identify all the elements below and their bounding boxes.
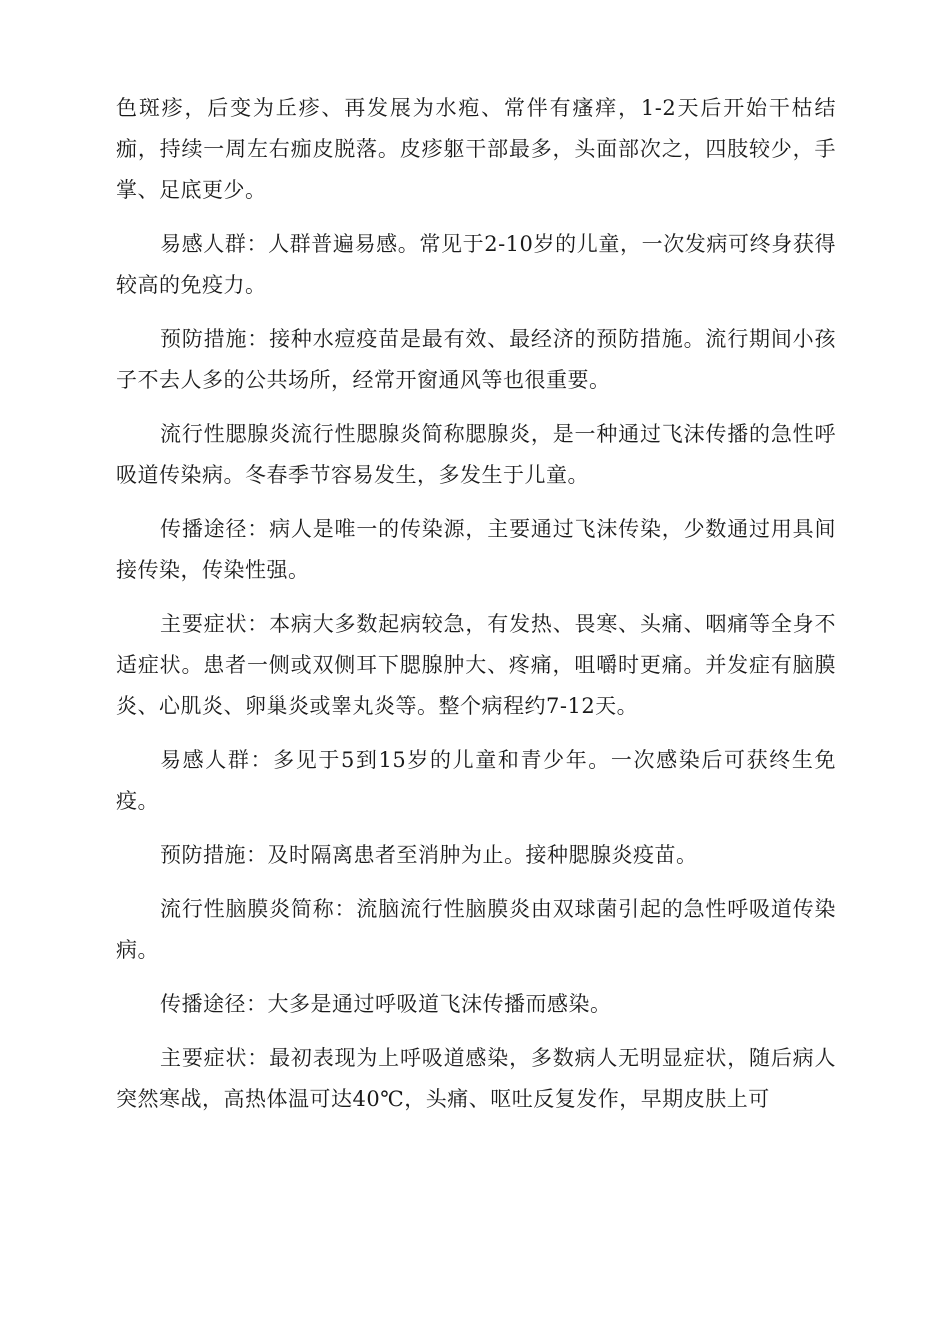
paragraph-6: 主要症状：本病大多数起病较急，有发热、畏寒、头痛、咽痛等全身不适症状。患者一侧或双侧耳下腮腺肿大、疼痛，咀嚼时更痛。并发症有脑膜炎、心肌炎、卵巢炎或睾丸炎等。整个病程约7-12天。 — [116, 612, 836, 718]
paragraph-9: 流行性脑膜炎简称：流脑流行性脑膜炎由双球菌引起的急性呼吸道传染病。 — [116, 897, 836, 962]
paragraph-1: 色斑疹，后变为丘疹、再发展为水疱、常伴有瘙痒，1-2天后开始干枯结痂，持续一周左右痂皮脱落。皮疹躯干部最多，头面部次之，四肢较少，手掌、足底更少。 — [116, 96, 836, 202]
paragraph-4: 流行性腮腺炎流行性腮腺炎简称腮腺炎，是一种通过飞沫传播的急性呼吸道传染病。冬春季节容易发生，多发生于儿童。 — [116, 422, 836, 487]
paragraph-2: 易感人群：人群普遍易感。常见于2-10岁的儿童，一次发病可终身获得较高的免疫力。 — [116, 232, 836, 297]
paragraph-10: 传播途径：大多是通过呼吸道飞沫传播而感染。 — [160, 992, 612, 1016]
paragraph-8: 预防措施：及时隔离患者至消肿为止。接种腮腺炎疫苗。 — [160, 843, 698, 867]
paragraph-7: 易感人群：多见于5到15岁的儿童和青少年。一次感染后可获终生免疫。 — [116, 748, 836, 813]
paragraph-3: 预防措施：接种水痘疫苗是最有效、最经济的预防措施。流行期间小孩子不去人多的公共场所，经常开窗通风等也很重要。 — [116, 327, 836, 392]
paragraph-5: 传播途径：病人是唯一的传染源，主要通过飞沫传染，少数通过用具间接传染，传染性强。 — [116, 517, 836, 582]
paragraph-11: 主要症状：最初表现为上呼吸道感染，多数病人无明显症状，随后病人突然寒战，高热体温可达40℃，头痛、呕吐反复发作，早期皮肤上可 — [116, 1046, 836, 1111]
document-body — [116, 88, 836, 1133]
